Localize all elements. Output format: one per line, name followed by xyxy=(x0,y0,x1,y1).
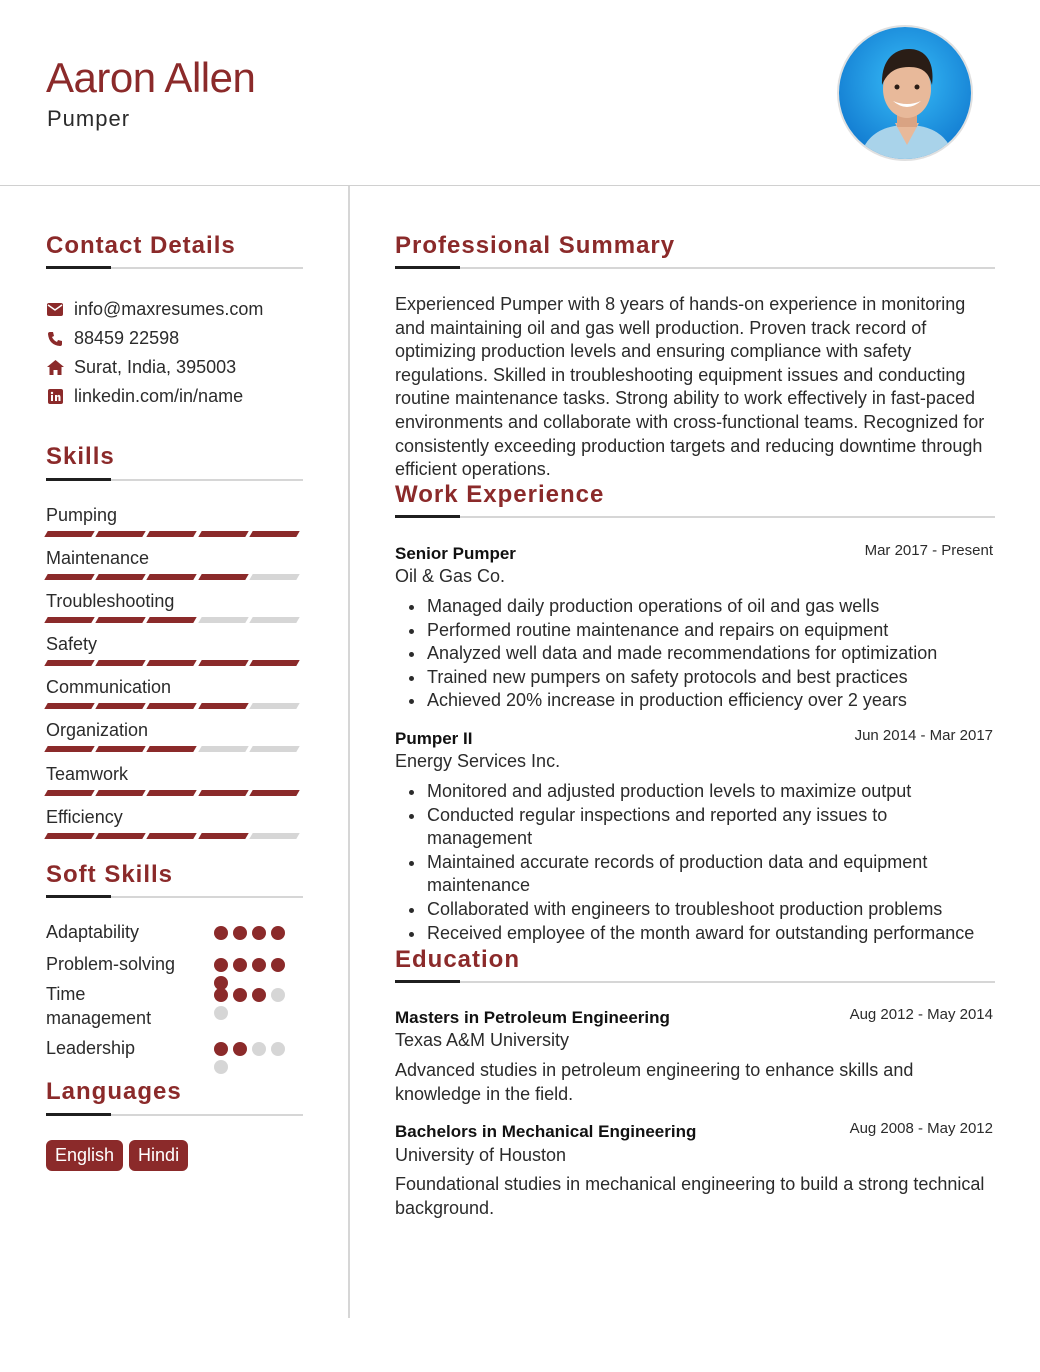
skill-level-segment xyxy=(44,790,95,796)
section-rule xyxy=(395,516,995,518)
skill-row xyxy=(46,634,302,666)
contact-email[interactable] xyxy=(46,299,263,320)
soft-skill-name: Time management xyxy=(46,984,152,1028)
degree-dates: Aug 2012 - May 2014 xyxy=(849,1006,993,1023)
job-company: Energy Services Inc. xyxy=(395,751,561,771)
job-bullet: Managed daily production operations of oil and gas wells xyxy=(427,595,997,619)
job-bullets xyxy=(427,780,975,945)
contact-linkedin[interactable] xyxy=(46,386,243,407)
skill-name: Efficiency xyxy=(46,807,123,827)
skill-level-bar xyxy=(46,660,302,666)
skill-level-segment xyxy=(44,746,95,752)
skill-name: Teamwork xyxy=(46,764,129,784)
skill-name: Communication xyxy=(46,677,172,697)
skill-name: Maintenance xyxy=(46,548,150,568)
education-heading: Education xyxy=(395,946,521,973)
skill-level-segment xyxy=(95,660,146,666)
language-tag: Hindi xyxy=(129,1140,188,1171)
job-bullet: Analyzed well data and made recommendations for optimization xyxy=(427,642,997,666)
skill-level-segment xyxy=(95,790,146,796)
skill-level-segment xyxy=(44,703,95,709)
rating-dot xyxy=(252,926,266,940)
skill-name: Troubleshooting xyxy=(46,591,175,611)
contact-address-text: Surat, India, 395003 xyxy=(74,357,237,377)
skill-level-segment xyxy=(44,531,95,537)
job-bullet: Conducted regular inspections and reported any issues to management xyxy=(427,804,957,851)
skill-level-segment xyxy=(147,790,198,796)
soft-skill-rating xyxy=(214,926,294,940)
rating-dot xyxy=(233,1042,247,1056)
experience-heading: Work Experience xyxy=(395,481,605,508)
job-bullet: Maintained accurate records of production data and equipment maintenance xyxy=(427,851,957,898)
section-accent xyxy=(395,266,460,269)
section-accent xyxy=(46,478,111,481)
section-accent xyxy=(395,515,460,518)
skill-level-segment xyxy=(249,574,300,580)
skill-level-segment xyxy=(44,617,95,623)
job-bullet: Received employee of the month award for outstanding performance xyxy=(427,922,997,946)
job-company: Oil & Gas Co. xyxy=(395,566,506,586)
job-dates: Jun 2014 - Mar 2017 xyxy=(854,727,993,744)
skill-row xyxy=(46,677,302,709)
skill-level-segment xyxy=(249,531,300,537)
job-bullet: Performed routine maintenance and repairs on equipment xyxy=(427,619,997,643)
candidate-name: Aaron Allen xyxy=(46,54,256,101)
section-rule xyxy=(395,267,995,269)
soft-skill-rating xyxy=(214,958,294,990)
skill-level-segment xyxy=(95,746,146,752)
rating-dot xyxy=(214,1006,228,1020)
skill-name: Organization xyxy=(46,720,149,740)
rating-dot xyxy=(271,958,285,972)
skill-level-bar xyxy=(46,531,302,537)
rating-dot xyxy=(233,958,247,972)
contact-phone-text: 88459 22598 xyxy=(74,328,180,348)
rating-dot xyxy=(233,988,247,1002)
skill-level-segment xyxy=(147,617,198,623)
job-bullet: Monitored and adjusted production levels to maximize output xyxy=(427,780,957,804)
soft-skills-heading: Soft Skills xyxy=(46,861,174,888)
rating-dot xyxy=(214,1042,228,1056)
skill-level-segment xyxy=(147,746,198,752)
skill-level-segment xyxy=(44,574,95,580)
soft-skill-name: Leadership xyxy=(46,1038,136,1058)
job-bullet: Collaborated with engineers to troubleshoot production problems xyxy=(427,898,997,922)
linkedin-icon xyxy=(46,388,64,406)
degree-description: Foundational studies in mechanical engineering to build a strong technical background. xyxy=(395,1174,985,1218)
skill-row xyxy=(46,764,302,796)
languages-heading: Languages xyxy=(46,1078,182,1105)
soft-skill-rating xyxy=(214,988,294,1020)
skill-row xyxy=(46,807,302,839)
skill-level-segment xyxy=(198,574,249,580)
skill-level-segment xyxy=(44,660,95,666)
soft-skill-name: Problem-solving xyxy=(46,954,176,974)
skill-level-segment xyxy=(249,833,300,839)
skill-level-segment xyxy=(95,617,146,623)
email-icon xyxy=(46,301,64,319)
skill-level-segment xyxy=(249,703,300,709)
skill-row xyxy=(46,720,302,752)
skill-level-segment xyxy=(95,703,146,709)
section-accent xyxy=(46,1113,111,1116)
rating-dot xyxy=(214,926,228,940)
rating-dot xyxy=(214,1060,228,1074)
skill-level-segment xyxy=(249,617,300,623)
skill-level-segment xyxy=(198,746,249,752)
rating-dot xyxy=(271,926,285,940)
summary-text: Experienced Pumper with 8 years of hands-on experience in monitoring and maintaining oil and gas well production. Proven track record of optimizing production levels and ensuring compliance with safety regulations. Skilled in troubleshooting equipment issues and conducting routine maintenance tasks. Strong ability to work effectively in fast-paced environments and collaborate with cross-functional teams. Recognized for consistently exceeding production targets and reducing downtime through efficient operations. xyxy=(395,294,985,480)
skill-level-segment xyxy=(198,790,249,796)
contact-email-text: info@maxresumes.com xyxy=(74,299,264,319)
rating-dot xyxy=(252,988,266,1002)
skill-level-segment xyxy=(95,531,146,537)
contact-phone[interactable] xyxy=(46,328,179,349)
skill-level-segment xyxy=(147,660,198,666)
degree-title: Bachelors in Mechanical Engineering xyxy=(395,1122,697,1141)
section-accent xyxy=(395,980,460,983)
skill-level-segment xyxy=(147,531,198,537)
skill-level-segment xyxy=(95,574,146,580)
degree-dates: Aug 2008 - May 2012 xyxy=(849,1120,993,1137)
summary-heading: Professional Summary xyxy=(395,232,676,259)
language-tags xyxy=(46,1140,188,1171)
skill-level-segment xyxy=(147,833,198,839)
skill-level-segment xyxy=(198,833,249,839)
school-name: Texas A&M University xyxy=(395,1030,570,1050)
soft-skill-rating xyxy=(214,1042,294,1074)
skill-level-bar xyxy=(46,833,302,839)
section-rule xyxy=(395,981,995,983)
skill-level-segment xyxy=(198,703,249,709)
soft-skill-name: Adaptability xyxy=(46,922,140,942)
skill-row xyxy=(46,505,302,537)
rating-dot xyxy=(271,988,285,1002)
job-bullet: Trained new pumpers on safety protocols and best practices xyxy=(427,666,997,690)
rating-dot xyxy=(214,988,228,1002)
avatar xyxy=(837,25,973,161)
skill-name: Safety xyxy=(46,634,98,654)
section-accent xyxy=(46,895,111,898)
skill-name: Pumping xyxy=(46,505,118,525)
skill-level-segment xyxy=(249,790,300,796)
degree-description: Advanced studies in petroleum engineering to enhance skills and knowledge in the field. xyxy=(395,1060,914,1104)
home-icon xyxy=(46,359,64,377)
skills-heading: Skills xyxy=(46,443,115,470)
rating-dot xyxy=(271,1042,285,1056)
job-title: Pumper II xyxy=(395,729,473,748)
job-dates: Mar 2017 - Present xyxy=(864,542,993,559)
skill-row xyxy=(46,548,302,580)
contact-heading: Contact Details xyxy=(46,232,236,259)
skill-level-bar xyxy=(46,790,302,796)
school-name: University of Houston xyxy=(395,1145,567,1165)
contact-address xyxy=(46,357,236,378)
job-bullet: Achieved 20% increase in production efficiency over 2 years xyxy=(427,689,997,713)
degree-title: Masters in Petroleum Engineering xyxy=(395,1008,670,1027)
skill-level-segment xyxy=(147,574,198,580)
skill-level-bar xyxy=(46,746,302,752)
candidate-title: Pumper xyxy=(47,106,131,131)
column-divider xyxy=(348,186,350,1318)
skill-level-segment xyxy=(147,703,198,709)
job-title: Senior Pumper xyxy=(395,544,516,563)
skill-level-segment xyxy=(44,833,95,839)
skill-level-segment xyxy=(249,746,300,752)
section-accent xyxy=(46,266,111,269)
phone-icon xyxy=(46,330,64,348)
rating-dot xyxy=(233,926,247,940)
skill-level-segment xyxy=(198,660,249,666)
rating-dot xyxy=(252,1042,266,1056)
skill-level-bar xyxy=(46,574,302,580)
skill-level-segment xyxy=(95,833,146,839)
skill-level-segment xyxy=(198,531,249,537)
rating-dot xyxy=(214,958,228,972)
rating-dot xyxy=(252,958,266,972)
skill-row xyxy=(46,591,302,623)
skill-level-segment xyxy=(198,617,249,623)
language-tag: English xyxy=(46,1140,123,1171)
skill-level-bar xyxy=(46,703,302,709)
skill-level-bar xyxy=(46,617,302,623)
resume-header xyxy=(0,0,1040,186)
contact-linkedin-text: linkedin.com/in/name xyxy=(74,386,244,406)
skill-level-segment xyxy=(249,660,300,666)
job-bullets xyxy=(427,595,997,713)
